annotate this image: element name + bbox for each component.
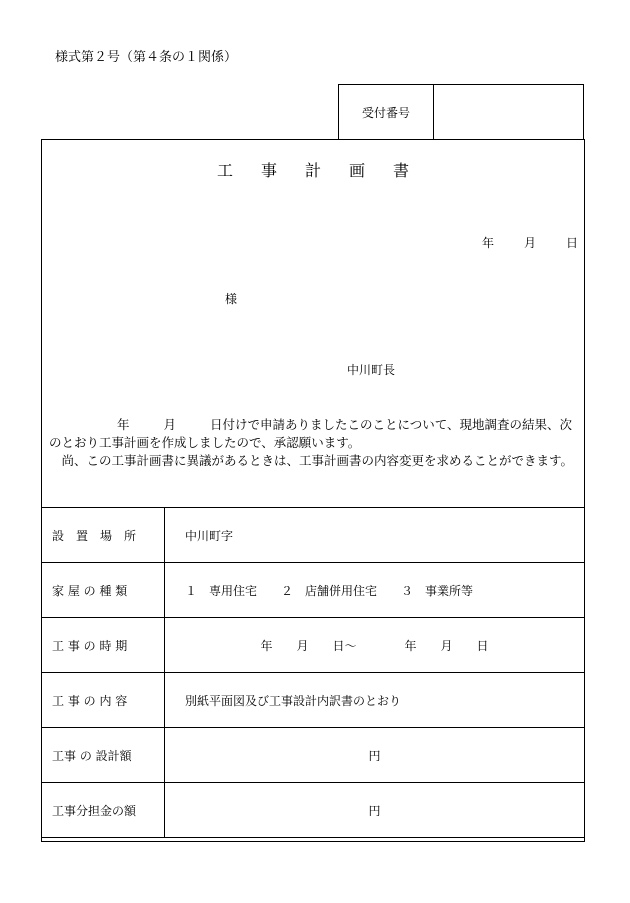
title-char: 事 — [260, 161, 277, 180]
row-value: 中川町字 — [165, 508, 585, 563]
title-char: 工 — [216, 161, 233, 180]
document-title — [41, 158, 585, 181]
issuer-name: 中川町長 — [347, 363, 396, 377]
details-table — [41, 507, 585, 838]
row-value: １ 専用住宅 ２ 店舗併用住宅 ３ 事業所等 — [165, 563, 585, 618]
title-char: 書 — [393, 161, 410, 180]
date-month: 月 — [523, 236, 536, 250]
receipt-number-box — [338, 84, 584, 139]
row-value: 円 — [165, 783, 585, 838]
issue-date — [452, 234, 578, 251]
row-label: 工事 の 設計額 — [42, 728, 165, 783]
title-char: 計 — [304, 161, 321, 180]
body-text — [49, 416, 581, 470]
table-row — [42, 618, 585, 673]
addressee-suffix: 様 — [225, 292, 238, 306]
table-row — [42, 673, 585, 728]
title-char: 画 — [349, 161, 366, 180]
table-row — [42, 728, 585, 783]
date-year: 年 — [481, 236, 494, 250]
form-number-label: 様式第２号（第４条の１関係） — [55, 50, 238, 65]
row-label: 設 置 場 所 — [42, 508, 165, 563]
row-value: 別紙平面図及び工事設計内訳書のとおり — [165, 673, 585, 728]
body-paragraph-1: 年 月 日付けで申請ありましたこのことについて、現地調査の結果、次のとおり工事計画を作成しましたので、承認願います。 — [49, 417, 573, 450]
row-value: 年 月 日～ 年 月 日 — [165, 618, 585, 673]
table-row — [42, 508, 585, 563]
table-row — [42, 563, 585, 618]
date-day: 日 — [565, 236, 578, 250]
row-label: 工 事 の 時 期 — [42, 618, 165, 673]
row-label: 工事分担金の額 — [42, 783, 165, 838]
receipt-number-label: 受付番号 — [339, 85, 434, 140]
table-row — [42, 783, 585, 838]
row-value: 円 — [165, 728, 585, 783]
row-label: 家 屋 の 種 類 — [42, 563, 165, 618]
body-paragraph-2: 尚、この工事計画書に異議があるときは、工事計画書の内容変更を求めることができます。 — [49, 453, 574, 468]
row-label: 工 事 の 内 容 — [42, 673, 165, 728]
